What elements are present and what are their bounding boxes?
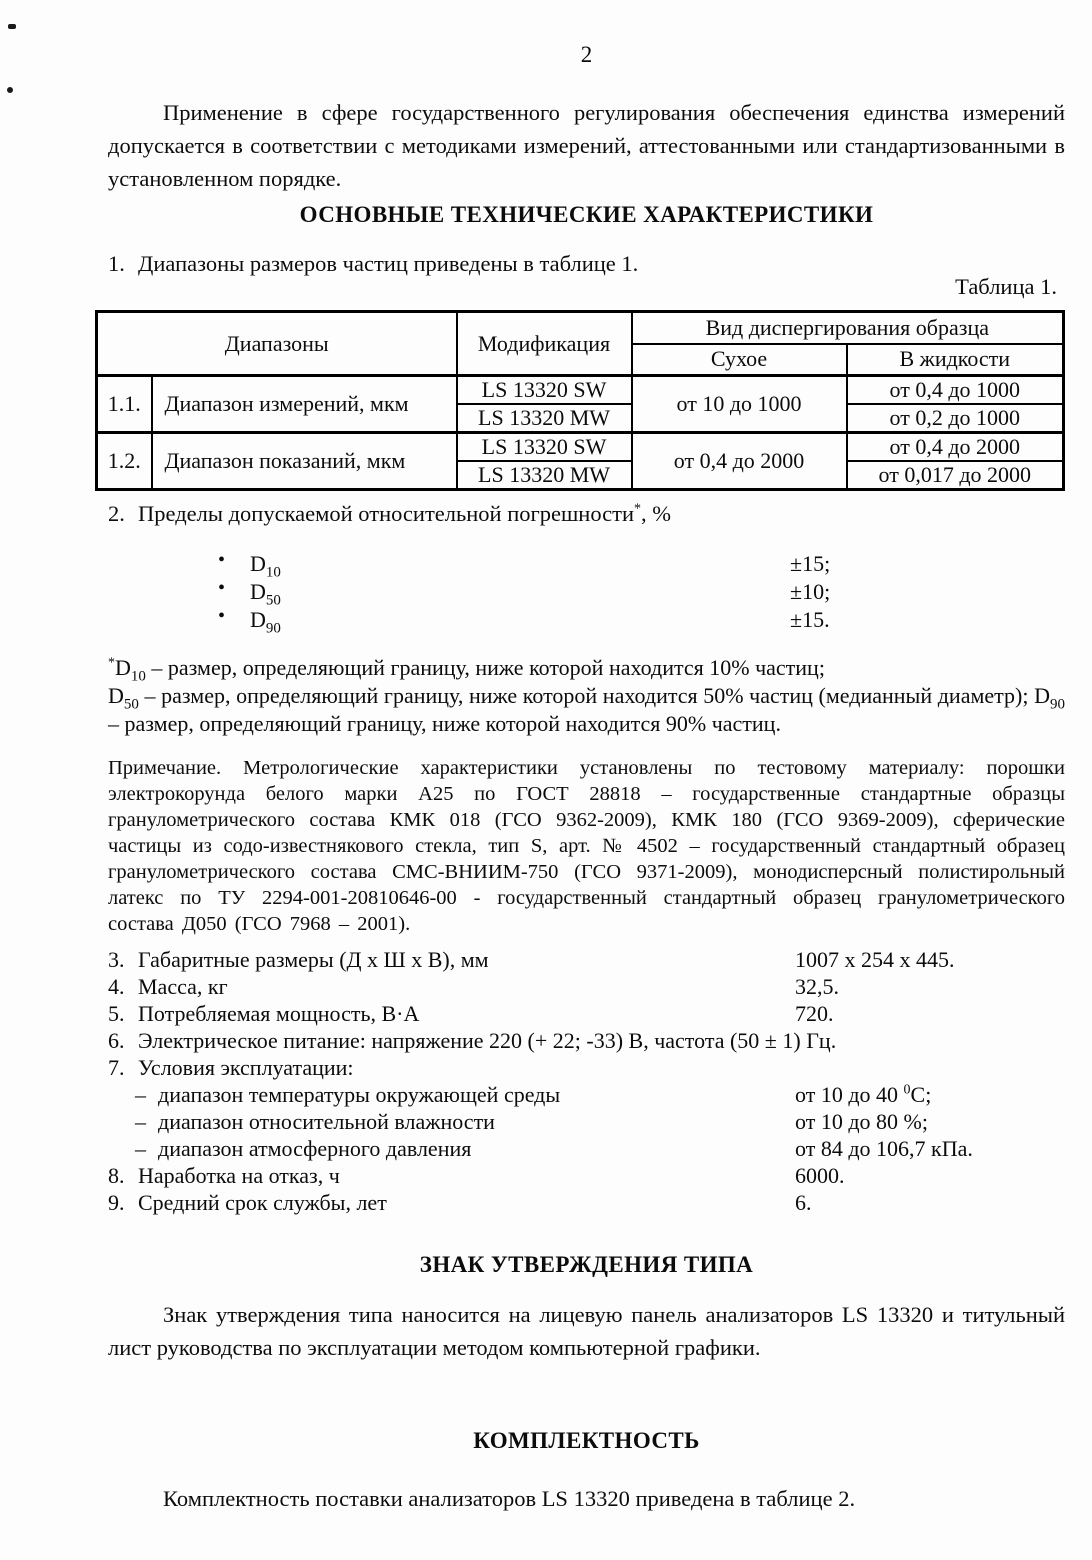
bullet-icon: • <box>218 549 226 571</box>
modification-sw: LS 13320 SW <box>457 433 632 462</box>
page-content <box>108 0 1065 1560</box>
bullet-icon: • <box>218 577 226 599</box>
table-header-row-1 <box>97 312 1064 344</box>
spec-row: 4. Масса, кг 32,5. <box>108 974 839 999</box>
page-number: 2 <box>580 42 593 67</box>
item-text: Диапазоны размеров частиц приведены в таблице 1. <box>138 251 639 276</box>
spec-label: Масса, кг <box>138 974 228 999</box>
item-number: 1. <box>108 251 125 276</box>
d10-value: ±15; <box>790 551 831 576</box>
spec-label: Габаритные размеры (Д х Ш х В), мм <box>138 947 489 972</box>
condition-label: диапазон относительной влажности <box>158 1109 495 1134</box>
spec-value: 1007 х 254 х 445. <box>795 947 955 972</box>
section-heading-main: ОСНОВНЫЕ ТЕХНИЧЕСКИЕ ХАРАКТЕРИСТИКИ <box>299 202 874 227</box>
d90-symbol: $D_{90}$ <box>250 607 281 637</box>
spec-row: 8. Наработка на отказ, ч 6000. <box>108 1163 845 1188</box>
spec-row: 5. Потребляемая мощность, В·А 720. <box>108 1001 834 1026</box>
liquid-range-mw: от 0,017 до 2000 <box>847 461 1064 490</box>
condition-row <box>108 1135 1065 1162</box>
dash-bullet: – <box>135 1082 146 1107</box>
spec-row: 6. Электрическое питание: напряжение 220 (+ 22; -33) В, частота (50 ± 1) Гц. <box>108 1028 837 1053</box>
spec-value: 720. <box>795 1001 834 1026</box>
list-item <box>108 551 1065 579</box>
item-number: 2. <box>108 501 125 526</box>
section-heading-completeness: КОМПЛЕКТНОСТЬ <box>473 1428 700 1453</box>
modification-mw: LS 13320 MW <box>457 461 632 490</box>
modification-mw: LS 13320 MW <box>457 404 632 433</box>
condition-row <box>108 1108 1065 1135</box>
liquid-range-sw: от 0,4 до 2000 <box>847 433 1064 462</box>
spec-value: 6. <box>795 1190 812 1215</box>
table-row <box>97 433 1064 462</box>
liquid-range-mw: от 0,2 до 1000 <box>847 404 1064 433</box>
bullet-icon: • <box>218 605 226 627</box>
error-limits-list <box>108 551 1065 635</box>
range-name: Диапазон измерений, мкм <box>152 376 457 433</box>
d90-value: ±15. <box>790 607 830 632</box>
footnote-mark: * <box>634 501 642 517</box>
spec-row: 9. Средний срок службы, лет 6. <box>108 1190 812 1215</box>
table-header-ranges: Диапазоны <box>97 312 457 376</box>
dash-bullet: – <box>135 1109 146 1134</box>
spec-value: 32,5. <box>795 974 839 999</box>
table-header-modification: Модификация <box>457 312 632 376</box>
table-header-dispersion: Вид диспергирования образца <box>632 312 1064 344</box>
footnote-line-1: $^*D_{10}$ – размер, определяющий границу, ниже которой находится 10% частиц; <box>108 655 825 685</box>
condition-value: от 10 до 80 %; <box>795 1109 928 1134</box>
list-item <box>108 579 1065 607</box>
scan-artifact-dot <box>7 87 13 93</box>
footnote-block <box>108 654 1065 738</box>
item-text: Пределы допускаемой относительной погрешности <box>138 501 635 526</box>
scan-artifact-dot <box>8 24 16 29</box>
liquid-range-sw: от 0,4 до 1000 <box>847 376 1064 405</box>
type-approval-paragraph: Знак утверждения типа наносится на лицевую панель анализаторов LS 13320 и титульный лист руководства по эксплуатации методом компьютерной графики. <box>108 1302 1065 1360</box>
dash-bullet: – <box>135 1136 146 1161</box>
spec-label: Потребляемая мощность, В·А <box>138 1001 420 1026</box>
d10-symbol: $D_{10}$ <box>250 551 281 581</box>
condition-row <box>108 1081 1065 1108</box>
particle-range-table <box>95 310 1065 491</box>
spec-row: 3. Габаритные размеры (Д х Ш х В), мм 1007 х 254 х 445. <box>108 947 955 972</box>
table-header-dry: Сухое <box>632 344 847 376</box>
dry-range: от 10 до 1000 <box>632 376 847 433</box>
footnote-line-2: $D_{50}$ – размер, определяющий границу, ниже которой находится 50% частиц (медианный диаметр); $D_{90}$ – размер, определяющий границу, ниже которой находится 90% частиц. <box>108 683 1065 736</box>
list-item <box>108 607 1065 635</box>
completeness-paragraph: Комплектность поставки анализаторов LS 13320 приведена в таблице 2. <box>163 1486 856 1511</box>
table-header-liquid: В жидкости <box>847 344 1064 376</box>
d50-value: ±10; <box>790 579 831 604</box>
spec-label: Средний срок службы, лет <box>138 1190 387 1215</box>
row-number: 1.1. <box>97 376 152 433</box>
range-name: Диапазон показаний, мкм <box>152 433 457 490</box>
spec-row: 7. Условия эксплуатации: <box>108 1055 354 1080</box>
list-item-2 <box>108 499 1065 529</box>
spec-label: Условия эксплуатации: <box>138 1055 354 1080</box>
modification-sw: LS 13320 SW <box>457 376 632 405</box>
specifications-list <box>108 946 1065 1216</box>
spec-value: 6000. <box>795 1163 845 1188</box>
condition-value: от 84 до 106,7 кПа. <box>795 1136 973 1161</box>
condition-value: от 10 до 40 $^0$С; <box>795 1082 932 1107</box>
condition-label: диапазон температуры окружающей среды <box>158 1082 561 1107</box>
d50-symbol: $D_{50}$ <box>250 579 281 609</box>
intro-paragraph: Применение в сфере государственного регулирования обеспечения единства измерений допускается в соответствии с методиками измерений, аттестованными или стандартизованными в установленном порядке. <box>108 100 1065 191</box>
footnote-mark: * <box>108 655 115 671</box>
spec-label: Наработка на отказ, ч <box>138 1163 340 1188</box>
section-heading-type-approval: ЗНАК УТВЕРЖДЕНИЯ ТИПА <box>419 1252 754 1277</box>
table-caption: Таблица 1. <box>955 274 1057 299</box>
spec-label: Электрическое питание: напряжение 220 (+ 22; -33) В, частота (50 ± 1) Гц. <box>138 1028 837 1053</box>
table-row <box>97 376 1064 405</box>
note-paragraph: Примечание. Метрологические характеристики установлены по тестовому материалу: порошки электрокорунда белого марки А25 по ГОСТ 28818 – государственные стандартные образцы гранулометрического состава КМК 018 (ГСО 9362-2009), КМК 180 (ГСО 9369-2009), сферические частицы из содо-известнякового стекла, тип S, арт. № 4502 – государственный стандартный образец гранулометрического состава СМС-ВНИИМ-750 (ГСО 9371-2009), монодисперсный полистирольный латекс по ТУ 2294-001-20810646-00 - государственный стандартный образец гранулометрического состава Д050 (ГСО 7968 – 2001). <box>108 757 1065 935</box>
dry-range: от 0,4 до 2000 <box>632 433 847 490</box>
row-number: 1.2. <box>97 433 152 490</box>
condition-label: диапазон атмосферного давления <box>158 1136 472 1161</box>
item-text-suffix: , % <box>641 501 672 526</box>
